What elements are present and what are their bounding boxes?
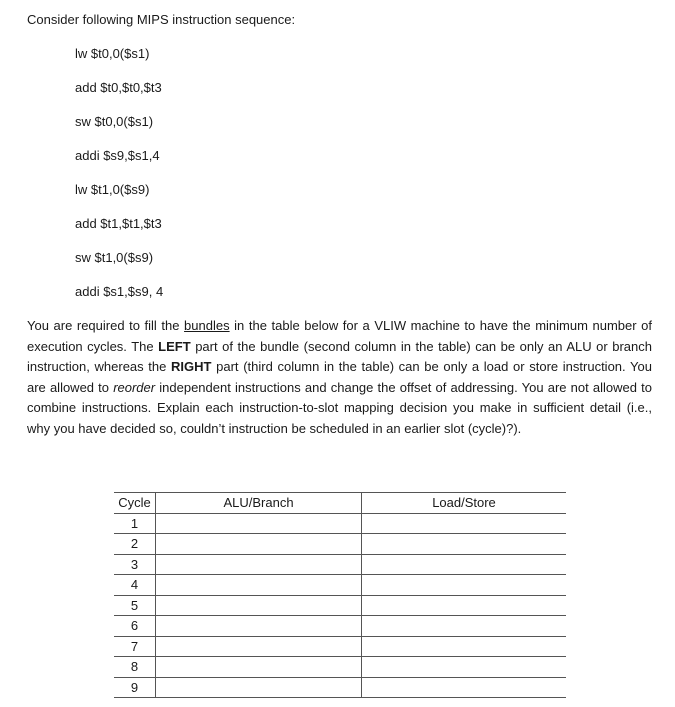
cycle-number: 6 — [114, 616, 156, 637]
header-alu-branch: ALU/Branch — [156, 493, 362, 514]
load-store-slot[interactable] — [362, 534, 567, 555]
instruction-6: add $t1,$t1,$t3 — [75, 216, 162, 231]
instruction-3: sw $t0,0($s1) — [75, 114, 154, 129]
alu-branch-slot[interactable] — [156, 575, 362, 596]
table-row — [114, 513, 566, 534]
load-store-slot[interactable] — [362, 657, 567, 678]
load-store-slot[interactable] — [362, 636, 567, 657]
instruction-7: sw $t1,0($s9) — [75, 250, 154, 265]
alu-branch-slot[interactable] — [156, 513, 362, 534]
question-heading: Consider following MIPS instruction sequence: — [27, 12, 296, 27]
alu-branch-slot[interactable] — [156, 657, 362, 678]
instruction-8: addi $s1,$s9, 4 — [75, 284, 164, 299]
alu-branch-slot[interactable] — [156, 636, 362, 657]
cycle-number: 2 — [114, 534, 156, 555]
reorder-term: reorder — [113, 379, 156, 395]
paragraph-text-1: You are required to fill the — [27, 318, 185, 333]
load-store-slot[interactable] — [362, 575, 567, 596]
paragraph-text-3: part of the bundle (second column in the table) can be only an ALU or branch instruction, whereas the — [27, 338, 652, 374]
alu-branch-slot[interactable] — [156, 677, 362, 698]
table-row — [114, 554, 566, 575]
header-cycle: Cycle — [114, 493, 156, 514]
alu-branch-slot[interactable] — [156, 595, 362, 616]
cycle-number: 7 — [114, 636, 156, 657]
cycle-number: 1 — [114, 513, 156, 534]
instruction-4: addi $s9,$s1,4 — [75, 148, 160, 163]
table-row — [114, 595, 566, 616]
load-store-slot[interactable] — [362, 616, 567, 637]
load-store-slot[interactable] — [362, 677, 567, 698]
paragraph-text-2: in the table below for a VLIW machine to have the minimum number of execution cycles. The — [27, 318, 652, 354]
alu-branch-slot[interactable] — [156, 554, 362, 575]
load-store-slot[interactable] — [362, 513, 567, 534]
table-row — [114, 677, 566, 698]
table-row — [114, 657, 566, 678]
left-term: LEFT — [158, 338, 191, 354]
table-row — [114, 616, 566, 637]
paragraph-text-4: part (third column in the table) can be only a load or store instruction. You are allowed to — [27, 359, 652, 395]
instruction-1: lw $t0,0($s1) — [75, 46, 150, 61]
cycle-number: 5 — [114, 595, 156, 616]
load-store-slot[interactable] — [362, 595, 567, 616]
cycle-number: 8 — [114, 657, 156, 678]
instruction-5: lw $t1,0($s9) — [75, 182, 150, 197]
table-header-row — [114, 493, 566, 514]
alu-branch-slot[interactable] — [156, 534, 362, 555]
table-row — [114, 636, 566, 657]
instruction-2: add $t0,$t0,$t3 — [75, 80, 162, 95]
cycle-number: 9 — [114, 677, 156, 698]
instructions-paragraph — [27, 316, 652, 439]
cycle-number: 4 — [114, 575, 156, 596]
table-row — [114, 575, 566, 596]
right-term: RIGHT — [171, 359, 212, 374]
paragraph-text-5: independent instructions and change the offset of addressing. You are not allowed to combine instructions. Explain each instruction-to-slot mapping decision you make in sufficient detail (i.e., why you have decided so, couldn’t instruction be scheduled in an earlier slot (cycle)?). — [27, 379, 652, 436]
bundles-term: bundles — [184, 318, 230, 333]
table-row — [114, 534, 566, 555]
cycle-number: 3 — [114, 554, 156, 575]
vliw-bundle-table — [114, 492, 566, 698]
load-store-slot[interactable] — [362, 554, 567, 575]
alu-branch-slot[interactable] — [156, 616, 362, 637]
header-load-store: Load/Store — [362, 493, 567, 514]
